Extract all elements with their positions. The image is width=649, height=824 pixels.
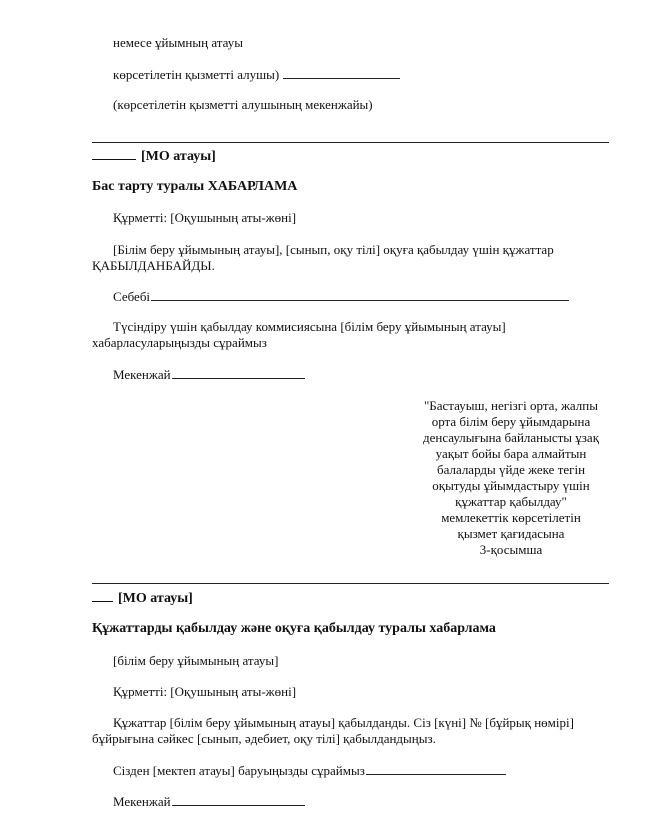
acceptance-title — [92, 621, 496, 637]
refusal-address-blank[interactable] — [172, 366, 305, 379]
refusal-body: [Білім беру ұйымының атауы], [сынып, оқу тілі] оқуға қабылдау үшін құжаттар ҚАБЫЛДАНБАЙДЫ. — [92, 242, 554, 273]
refusal-address-line — [113, 366, 305, 383]
recipient-text: көрсетілетін қызметті алушы) — [113, 67, 280, 82]
recipient-address-line — [113, 97, 373, 113]
visit-blank[interactable] — [366, 762, 506, 775]
appendix-line: денсаулығына байланысты ұзақ — [422, 430, 600, 445]
acceptance-address-label: Мекенжай — [113, 794, 171, 809]
appendix-line: орта білім беру ұйымдарына — [431, 414, 591, 429]
acceptance-title-text: Құжаттарды қабылдау және оқуға қабылдау туралы хабарлама — [92, 621, 496, 636]
appendix-line: уақыт бойы бара алмайтын — [435, 446, 587, 461]
recipient-line — [113, 66, 400, 83]
acceptance-address-blank[interactable] — [172, 793, 305, 806]
refusal-greeting — [113, 210, 296, 226]
refusal-title — [92, 179, 297, 195]
section-separator — [92, 583, 609, 584]
acceptance-mo-label: [МО атауы] — [118, 591, 193, 606]
mo-blank[interactable] — [92, 146, 136, 160]
appendix-line: мемлекеттік көрсетілетін — [441, 510, 581, 525]
acceptance-org-name — [113, 653, 278, 669]
appendix-line: оқытуды ұйымдастыру үшін — [432, 478, 590, 493]
acceptance-visit-text: Сізден [мектеп атауы] баруыңызды сұраймыз — [113, 763, 365, 778]
acceptance-greeting — [113, 684, 296, 700]
refusal-greeting-text: Құрметті: [Оқушының аты-жөні] — [113, 210, 297, 225]
appendix-line: құжаттар қабылдау" — [455, 494, 567, 509]
acceptance-body: Құжаттар [білім беру ұйымының атауы] қабылданды. Сіз [күні] № [бұйрық нөмірі] бұйрығына сәйкес [сынып, әдебиет, оқу тілі] қабылдандыңыз. — [92, 715, 574, 746]
recipient-blank[interactable] — [283, 66, 400, 79]
mo-blank[interactable] — [92, 588, 113, 602]
refusal-mo-label: [МО атауы] — [141, 149, 216, 164]
refusal-address-label: Мекенжай — [113, 367, 171, 382]
acceptance-org-name-text: [білім беру ұйымының атауы] — [113, 653, 279, 668]
recipient-address-text: (көрсетілетін қызметті алушының мекенжайы) — [113, 97, 373, 112]
reason-blank[interactable] — [151, 288, 569, 301]
appendix-line: балаларды үйде жеке тегін — [436, 462, 586, 477]
acceptance-address-line — [113, 793, 305, 810]
appendix-line: қызмет қағидасына — [457, 526, 565, 541]
refusal-reason-label: Себебі — [113, 289, 151, 304]
appendix-line: "Бастауыш, негізгі орта, жалпы — [424, 398, 598, 413]
refusal-reason-line — [113, 288, 569, 305]
appendix-note — [412, 398, 610, 558]
recipient-org-line — [113, 35, 243, 51]
acceptance-visit-line — [113, 762, 506, 779]
refusal-contact-request: Түсіндіру үшін қабылдау коммисиясына [білім беру ұйымының атауы] хабарласуларыңызды сұраймыз — [92, 319, 506, 350]
section-separator — [92, 142, 609, 143]
refusal-title-text: Бас тарту туралы ХАБАРЛАМА — [92, 179, 298, 194]
acceptance-mo-header — [92, 588, 193, 607]
acceptance-greeting-text: Құрметті: [Оқушының аты-жөні] — [113, 684, 297, 699]
refusal-mo-header — [92, 146, 216, 165]
appendix-line: 3-қосымша — [479, 542, 543, 557]
recipient-org-text: немесе ұйымның атауы — [113, 35, 243, 50]
